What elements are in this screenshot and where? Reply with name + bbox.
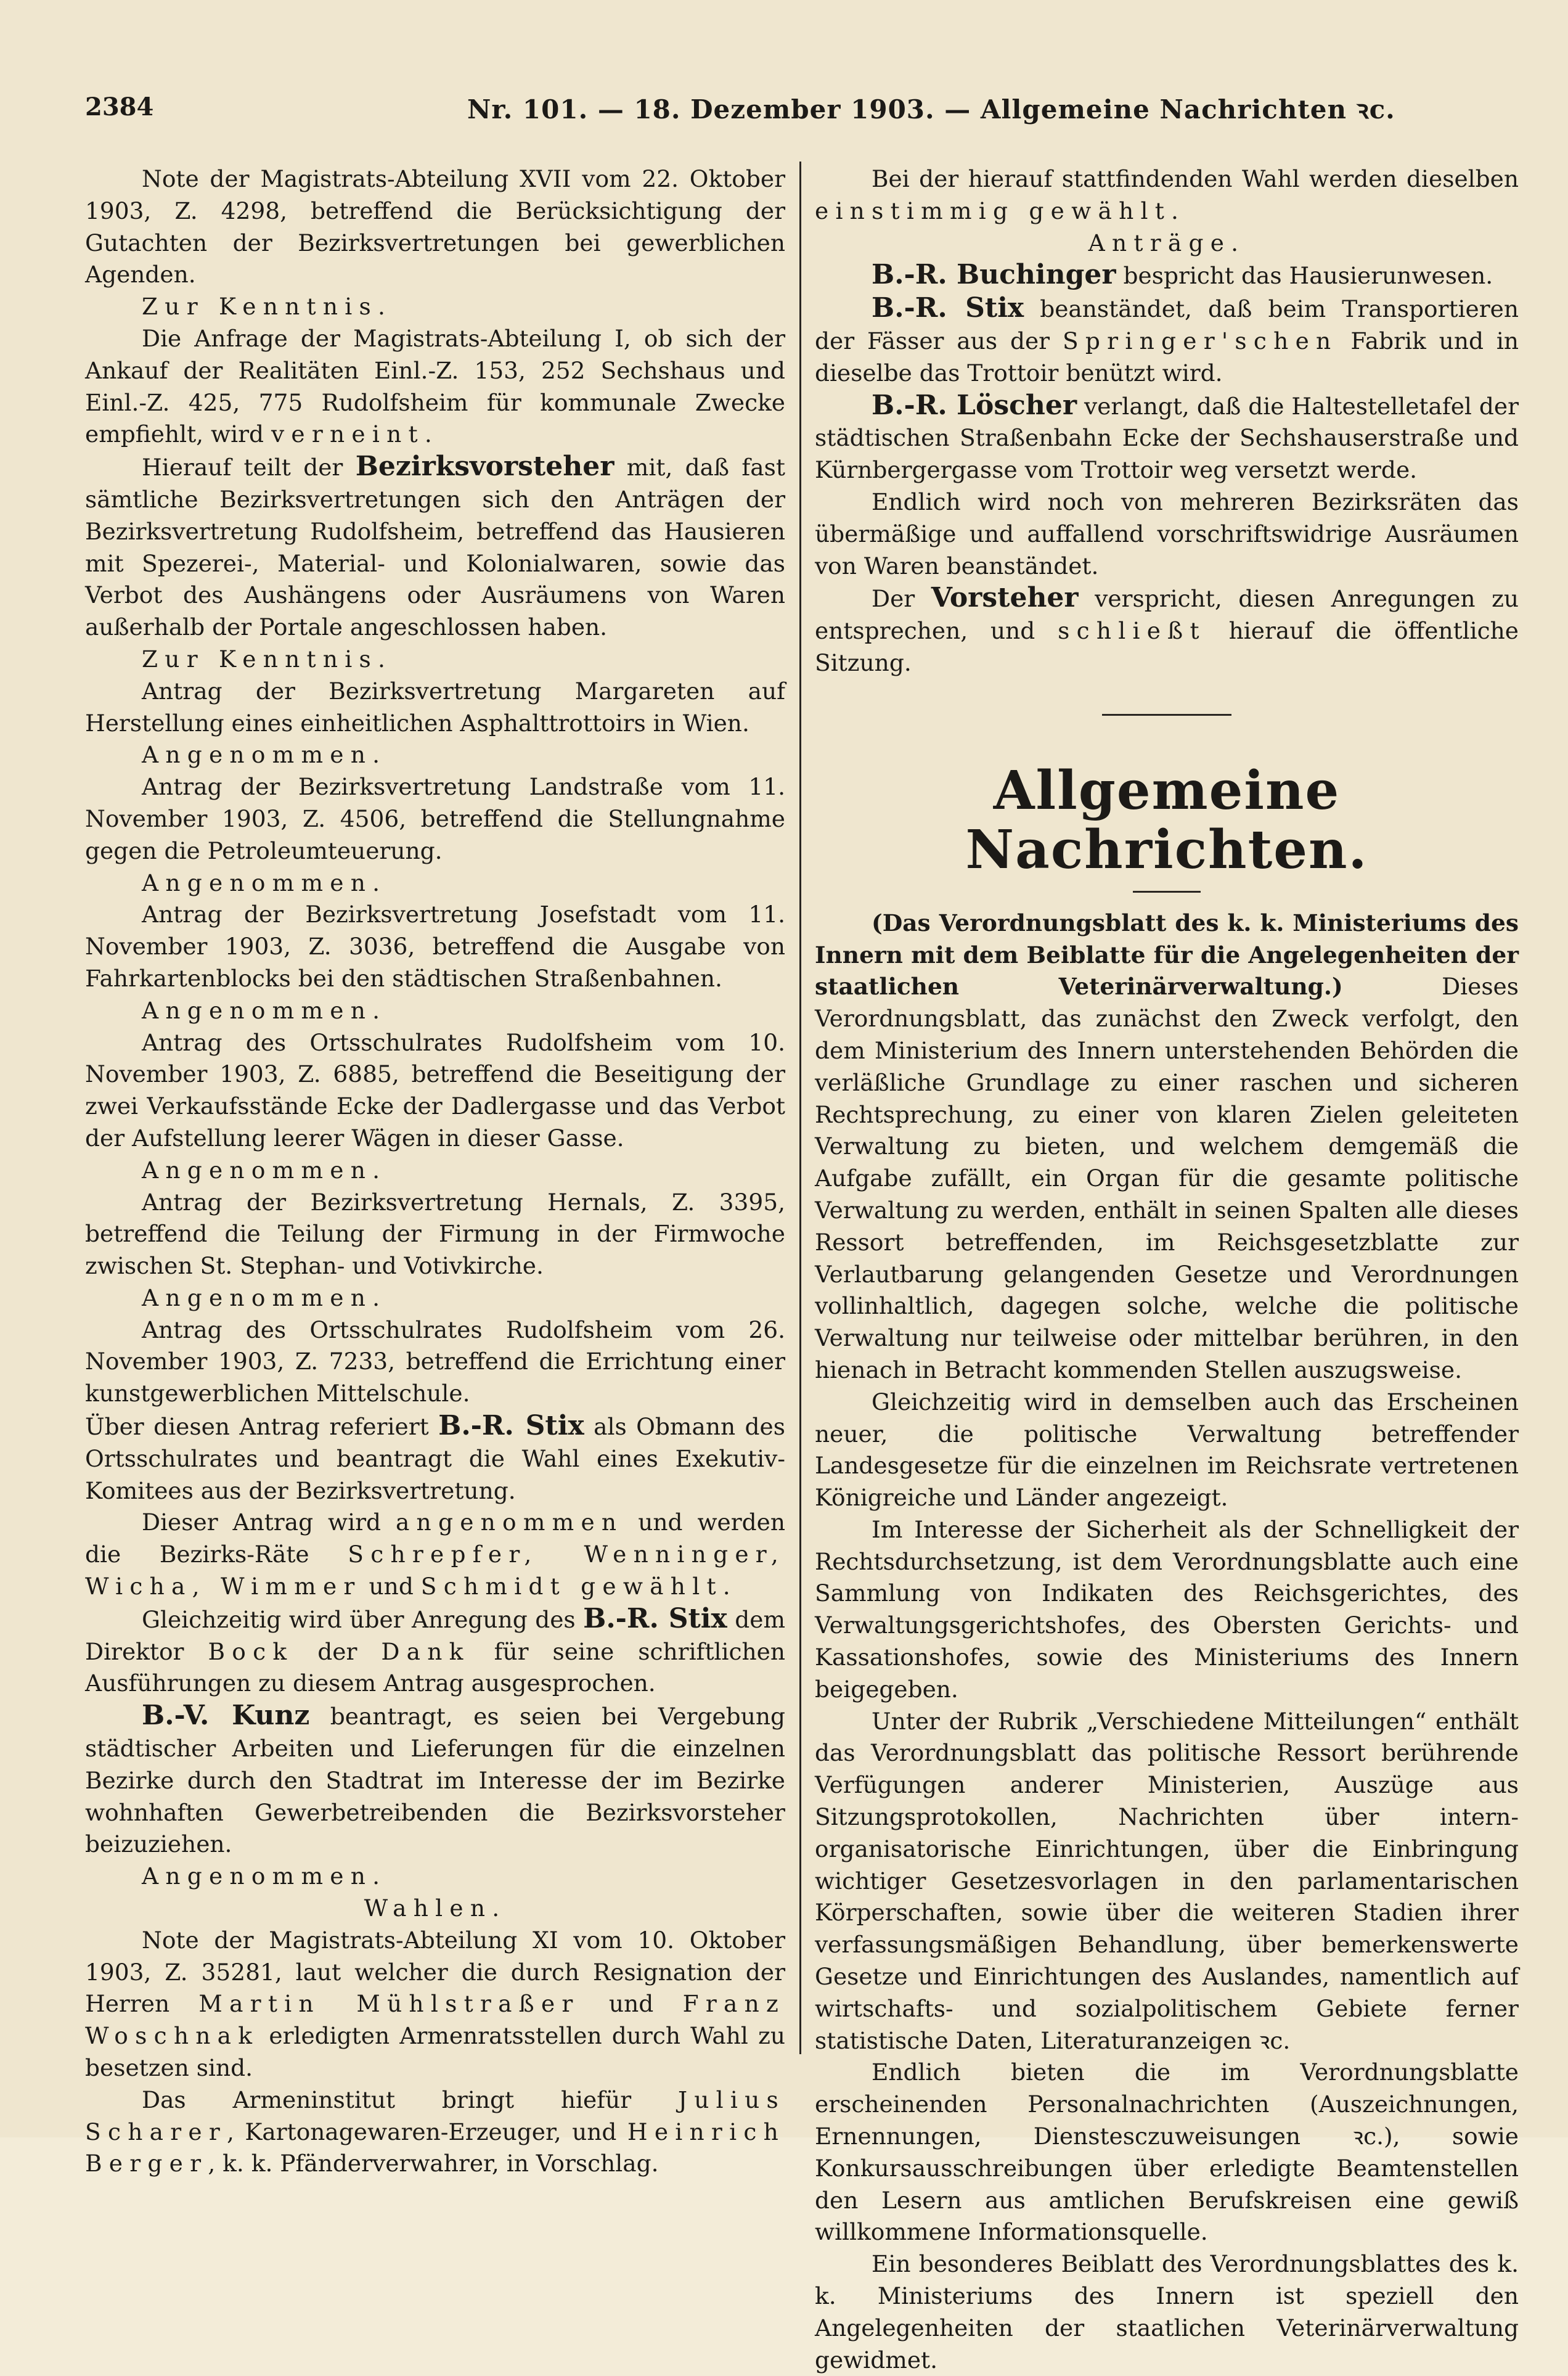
title-underline xyxy=(1133,891,1201,893)
paragraph: Antrag des Ortsschulrates Rudolfsheim vom 10. November 1903, Z. 6885, betreffend die Beseitigung der zwei Verkaufsstände Ecke der Dadlergasse und das Verbot der Aufstellung leerer Wägen in dieser Gasse. xyxy=(85,1028,785,1152)
resolution: Angenommen. xyxy=(142,996,387,1024)
paragraph: Note der Magistrats-Abteilung XI vom 10. Oktober 1903, Z. 35281, laut welcher die durch Resignation der Herren Martin Mühlstraßer und Franz Woschnak erledigten Armenratsstellen durch Wahl zu besetzen sind. xyxy=(85,1926,786,2082)
right-column xyxy=(815,163,1519,2376)
paragraph: Der Vorsteher verspricht, diesen Anregungen zu entsprechen, und schließt hierauf die öffentliche Sitzung. xyxy=(815,582,1519,676)
paragraph: B.-V. Kunz beantragt, es seien bei Vergebung städtischer Arbeiten und Lieferungen für die einzelnen Bezirke durch den Stadtrat im Interesse der im Bezirke wohnhaften Gewerbetreibenden die Bezirksvorsteher beizuziehen. xyxy=(85,1700,785,1858)
resolution: Angenommen. xyxy=(142,1156,387,1184)
paragraph: Endlich wird noch von mehreren Bezirksräten das übermäßige und auffallend vorschriftswidrige Ausräumen von Waren beanständet. xyxy=(815,488,1519,580)
paragraph: Gleichzeitig wird über Anregung des B.-R. Stix dem Direktor Bock der Dank für seine schriftlichen Ausführungen zu diesem Antrag ausgesprochen. xyxy=(85,1602,786,1697)
paragraph: Die Anfrage der Magistrats-Abteilung I, ob sich der Ankauf der Realitäten Einl.-Z. 153, 252 Sechshaus und Einl.-Z. 425, 775 Rudolfsheim für kommunale Zwecke empfiehlt, wird verneint. xyxy=(85,324,785,448)
paragraph: Endlich bieten die im Verordnungsblatte erscheinenden Personalnachrichten (Auszeichnungen, Ernennungen, Dienstesczuweisungen ꝛc.), sowie Konkursausschreibungen über erledigte Beamtenstellen den Lesern aus amtlichen Berufskreisen eine gewiß willkommene Informationsquelle. xyxy=(815,2059,1519,2246)
paragraph: B.-R. Löscher verlangt, daß die Haltestelletafel der städtischen Straßenbahn Ecke der Sechshauserstraße und Kürnbergergasse vom Trottoir weg versetzt werde. xyxy=(815,389,1519,484)
paragraph: Antrag der Bezirksvertretung Margareten auf Herstellung eines einheitlichen Asphalttrottoirs in Wien. xyxy=(85,677,785,737)
paragraph: B.-R. Buchinger bespricht das Hausierunwesen. xyxy=(872,259,1493,291)
subsection-heading: Wahlen. xyxy=(364,1895,507,1922)
page-header xyxy=(85,86,1490,136)
page-number: 2384 xyxy=(85,92,154,121)
paragraph: (Das Verordnungsblatt des k. k. Ministeriums des Innern mit dem Beiblatte für die Angelegenheiten der staatlichen Veterinärverwaltung.) Dieses Verordnungsblatt, das zunächst den Zweck verfolgt, den dem Ministerium des Innern unterstehenden Behörden die verläßliche Grundlage zu einer raschen und sicheren Rechtsprechung, zu einer von klaren Zielen geleiteten Verwaltung zu bieten, und welchem demgemäß die Aufgabe zufällt, ein Organ für die gesamte politische Verwaltung zu werden, enthält in seinen Spalten alle dieses Ressort betreffenden, im Reichsgesetzblatte zur Verlautbarung gelangenden Gesetze und Verordnungen vollinhaltlich, dagegen solche, welche die politische Verwaltung nur teilweise oder mittelbar berühren, in den hienach in Betracht kommenden Stellen auszugsweise. xyxy=(815,909,1519,1383)
paragraph: Das Armeninstitut bringt hiefür Julius Scharer, Kartonagewaren-Erzeuger, und Heinrich Berger, k. k. Pfänderverwahrer, in Vorschlag. xyxy=(85,2086,786,2177)
running-header: Nr. 101. — 18. Dezember 1903. — Allgemeine Nachrichten ꝛc. xyxy=(467,94,1395,125)
resolution: Angenommen. xyxy=(142,1862,387,1890)
paragraph: Antrag der Bezirksvertretung Hernals, Z. 3395, betreffend die Teilung der Firmung in der Firmwoche zwischen St. Stephan- und Votivkirche. xyxy=(85,1188,785,1280)
paragraph: B.-R. Stix beanständet, daß beim Transportieren der Fässer aus der Springer'schen Fabrik und in dieselbe das Trottoir benützt wird. xyxy=(815,292,1519,387)
resolution: Zur Kenntnis. xyxy=(142,645,393,673)
paragraph: Ein besonderes Beiblatt des Verordnungsblattes des k. k. Ministeriums des Innern ist speziell den Angelegenheiten der staatlichen Veterinärverwaltung gewidmet. xyxy=(815,2250,1519,2374)
resolution: Angenommen. xyxy=(142,869,387,896)
paragraph: Im Interesse der Sicherheit als der Schnelligkeit der Rechtsdurchsetzung, ist dem Verordnungsblatte auch eine Sammlung von Indikaten des Reichsgerichtes, des Verwaltungsgerichtshofes, des Obersten Gerichts- und Kassationshofes, sowie des Ministeriums des Innern beigegeben. xyxy=(815,1515,1519,1703)
paragraph: Gleichzeitig wird in demselben auch das Erscheinen neuer, die politische Verwaltung betreffender Landesgesetze für die einzelnen im Reichsrate vertretenen Königreiche und Länder angezeigt. xyxy=(815,1388,1519,1512)
paragraph: Bei der hierauf stattfindenden Wahl werden dieselben einstimmig gewählt. xyxy=(815,165,1519,224)
paragraph: Dieser Antrag wird angenommen und werden die Bezirks-Räte Schrepfer, Wenninger, Wicha, Wimmer und Schmidt gewählt. xyxy=(85,1509,786,1600)
subsection-heading: Anträge. xyxy=(1088,229,1246,256)
resolution: Angenommen. xyxy=(142,1284,387,1311)
paragraph: Note der Magistrats-Abteilung XVII vom 22. Oktober 1903, Z. 4298, betreffend die Berücksichtigung der Gutachten der Bezirksvertretungen bei gewerblichen Agenden. xyxy=(85,165,785,289)
paragraph: Antrag der Bezirksvertretung Landstraße vom 11. November 1903, Z. 4506, betreffend die Stellungnahme gegen die Petroleumteuerung. xyxy=(85,773,785,864)
left-column xyxy=(85,163,785,2180)
section-title: Allgemeine Nachrichten. xyxy=(965,759,1368,881)
column-divider xyxy=(799,162,801,2054)
section-separator xyxy=(1102,714,1231,716)
paragraph: Antrag des Ortsschulrates Rudolfsheim vom 26. November 1903, Z. 7233, betreffend die Errichtung einer kunstgewerblichen Mittelschule. xyxy=(85,1316,785,1407)
paragraph: Hierauf teilt der Bezirksvorsteher mit, daß fast sämtliche Bezirksvertretungen sich den Anträgen der Bezirksvertretung Rudolfsheim, betreffend das Hausieren mit Spezerei-, Material- und Kolonialwaren, sowie das Verbot des Aushängens oder Ausräumens von Waren außerhalb der Portale angeschlossen haben. xyxy=(85,451,785,641)
paragraph: Über diesen Antrag referiert B.-R. Stix als Obmann des Ortsschulrates und beantragt die Wahl eines Exekutiv-Komitees aus der Bezirksvertretung. xyxy=(85,1410,785,1504)
paragraph: Unter der Rubrik „Verschiedene Mitteilungen“ enthält das Verordnungsblatt das politische Ressort berührende Verfügungen anderer Ministerien, Auszüge aus Sitzungsprotokollen, Nachrichten über intern-organisatorische Einrichtungen, über die Einbringung wichtiger Gesetzesvorlagen in den parlamentarischen Körperschaften, sowie über die weiteren Stadien ihrer verfassungsmäßigen Behandlung, über bemerkenswerte Gesetze und Einrichtungen des Auslandes, namentlich auf wirtschafts- und sozialpolitischem Gebiete ferner statistische Daten, Literaturanzeigen ꝛc. xyxy=(815,1707,1519,2054)
paragraph: Antrag der Bezirksvertretung Josefstadt vom 11. November 1903, Z. 3036, betreffend die Ausgabe von Fahrkartenblocks bei den städtischen Straßenbahnen. xyxy=(85,901,785,992)
resolution: Zur Kenntnis. xyxy=(142,293,393,321)
resolution: Angenommen. xyxy=(142,741,387,769)
